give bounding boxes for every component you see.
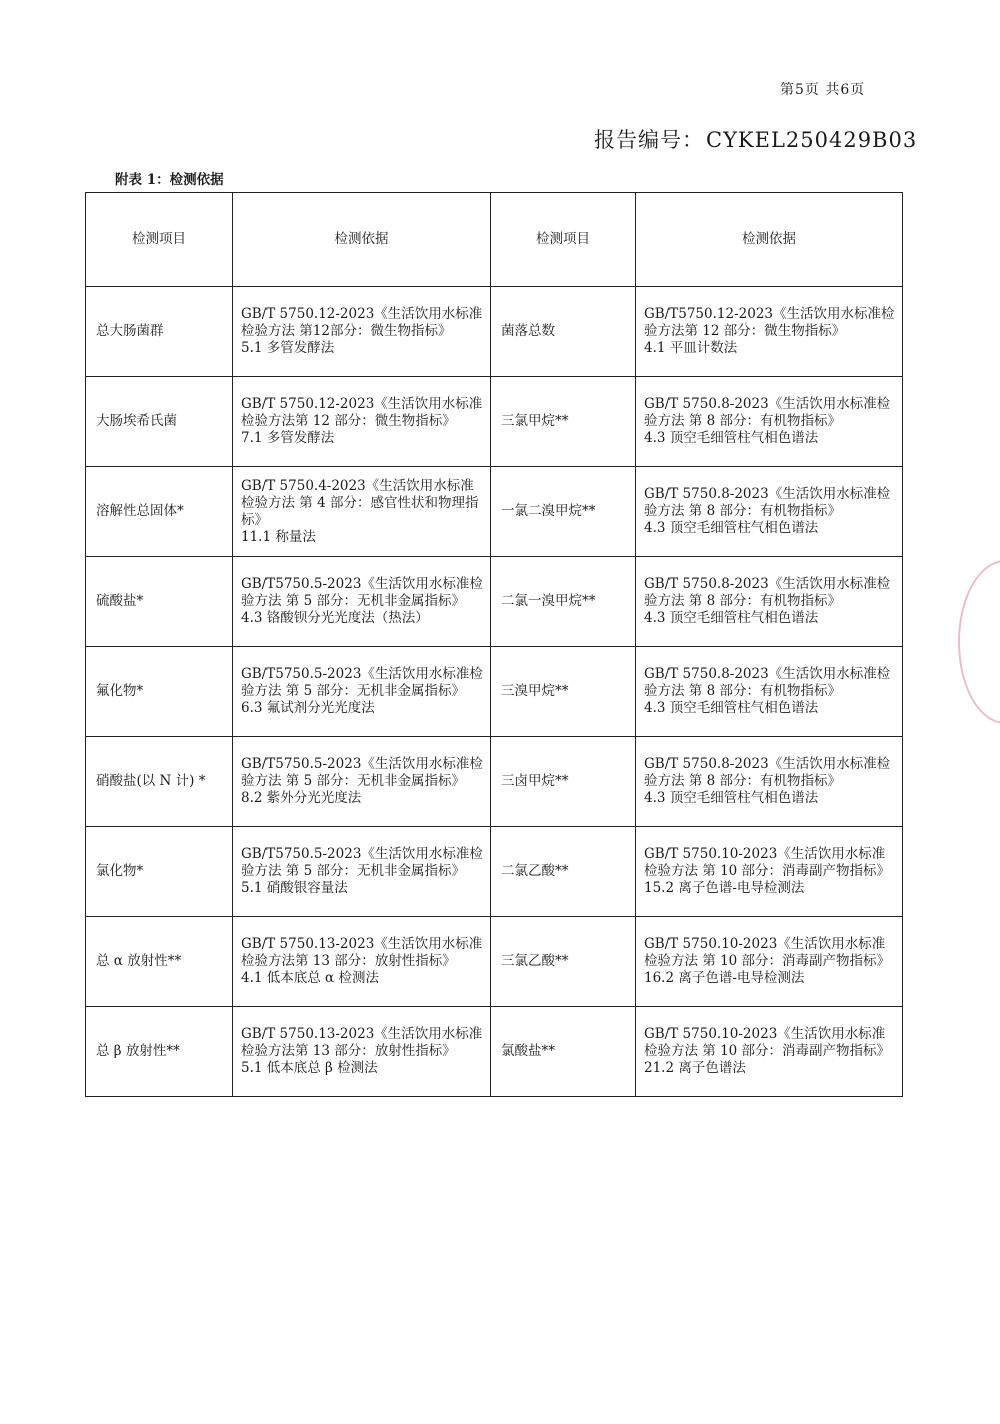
test-method: GB/T 5750.4-2023《生活饮用水标准检验方法 第 4 部分：感官性状和物理指标》 11.1 称量法 — [233, 467, 491, 557]
test-method: GB/T 5750.10-2023《生活饮用水标准检验方法 第 10 部分：消毒副产物指标》 21.2 离子色谱法 — [636, 1007, 903, 1097]
test-method: GB/T 5750.13-2023《生活饮用水标准检验方法第 13 部分：放射性指标》 5.1 低本底总 β 检测法 — [233, 1007, 491, 1097]
test-item: 氯酸盐** — [491, 1007, 636, 1097]
test-method: GB/T 5750.8-2023《生活饮用水标准检验方法 第 8 部分：有机物指标》 4.3 顶空毛细管柱气相色谱法 — [636, 377, 903, 467]
test-method: GB/T5750.5-2023《生活饮用水标准检验方法 第 5 部分：无机非金属指标》 4.3 铬酸钡分光光度法（热法） — [233, 557, 491, 647]
test-item: 总 β 放射性** — [86, 1007, 233, 1097]
table-row — [86, 467, 903, 557]
report-number-label: 报告编号： — [594, 128, 704, 152]
column-header: 检测依据 — [636, 193, 903, 287]
test-method: GB/T 5750.8-2023《生活饮用水标准检验方法 第 8 部分：有机物指标》 4.3 顶空毛细管柱气相色谱法 — [636, 557, 903, 647]
column-header: 检测依据 — [233, 193, 491, 287]
table-row — [86, 377, 903, 467]
test-method: GB/T 5750.12-2023《生活饮用水标准检验方法第 12 部分：微生物指标》 7.1 多管发酵法 — [233, 377, 491, 467]
test-item: 氟化物* — [86, 647, 233, 737]
test-method: GB/T 5750.8-2023《生活饮用水标准检验方法 第 8 部分：有机物指标》 4.3 顶空毛细管柱气相色谱法 — [636, 467, 903, 557]
table-row — [86, 737, 903, 827]
test-item: 大肠埃希氏菌 — [86, 377, 233, 467]
test-item: 二氯一溴甲烷** — [491, 557, 636, 647]
column-header: 检测项目 — [86, 193, 233, 287]
test-method: GB/T 5750.8-2023《生活饮用水标准检验方法 第 8 部分：有机物指标》 4.3 顶空毛细管柱气相色谱法 — [636, 647, 903, 737]
seal-stamp — [958, 560, 1000, 724]
test-item: 二氯乙酸** — [491, 827, 636, 917]
test-method: GB/T 5750.13-2023《生活饮用水标准检验方法第 13 部分：放射性指标》 4.1 低本底总 α 检测法 — [233, 917, 491, 1007]
report-number — [594, 124, 917, 154]
test-method: GB/T 5750.10-2023《生活饮用水标准检验方法 第 10 部分：消毒副产物指标》 16.2 离子色谱-电导检测法 — [636, 917, 903, 1007]
test-item: 总大肠菌群 — [86, 287, 233, 377]
test-item: 三卤甲烷** — [491, 737, 636, 827]
test-item: 溶解性总固体* — [86, 467, 233, 557]
test-method: GB/T 5750.8-2023《生活饮用水标准检验方法 第 8 部分：有机物指标》 4.3 顶空毛细管柱气相色谱法 — [636, 737, 903, 827]
test-item: 总 α 放射性** — [86, 917, 233, 1007]
test-item: 氯化物* — [86, 827, 233, 917]
test-method: GB/T 5750.12-2023《生活饮用水标准检验方法 第12部分：微生物指标》 5.1 多管发酵法 — [233, 287, 491, 377]
table-row — [86, 287, 903, 377]
test-method: GB/T5750.5-2023《生活饮用水标准检验方法 第 5 部分：无机非金属指标》 5.1 硝酸银容量法 — [233, 827, 491, 917]
test-item: 菌落总数 — [491, 287, 636, 377]
column-header: 检测项目 — [491, 193, 636, 287]
annex-title: 附表 1：检测依据 — [115, 172, 224, 188]
test-method: GB/T5750.5-2023《生活饮用水标准检验方法 第 5 部分：无机非金属指标》 8.2 紫外分光光度法 — [233, 737, 491, 827]
test-item: 硫酸盐* — [86, 557, 233, 647]
test-item: 三溴甲烷** — [491, 647, 636, 737]
test-item: 三氯甲烷** — [491, 377, 636, 467]
detection-basis-table — [85, 192, 903, 1097]
table-header-row — [86, 193, 903, 287]
page-number: 第5页 共6页 — [780, 82, 866, 98]
table-row — [86, 917, 903, 1007]
test-item: 三氯乙酸** — [491, 917, 636, 1007]
table-row — [86, 647, 903, 737]
test-method: GB/T5750.12-2023《生活饮用水标准检验方法第 12 部分：微生物指标》 4.1 平皿计数法 — [636, 287, 903, 377]
table-row — [86, 1007, 903, 1097]
table-row — [86, 557, 903, 647]
test-method: GB/T 5750.10-2023《生活饮用水标准检验方法 第 10 部分：消毒副产物指标》 15.2 离子色谱-电导检测法 — [636, 827, 903, 917]
report-number-value: CYKEL250429B03 — [706, 128, 918, 152]
test-method: GB/T5750.5-2023《生活饮用水标准检验方法 第 5 部分：无机非金属指标》 6.3 氟试剂分光光度法 — [233, 647, 491, 737]
test-item: 一氯二溴甲烷** — [491, 467, 636, 557]
table-row — [86, 827, 903, 917]
test-item: 硝酸盐(以 N 计) * — [86, 737, 233, 827]
